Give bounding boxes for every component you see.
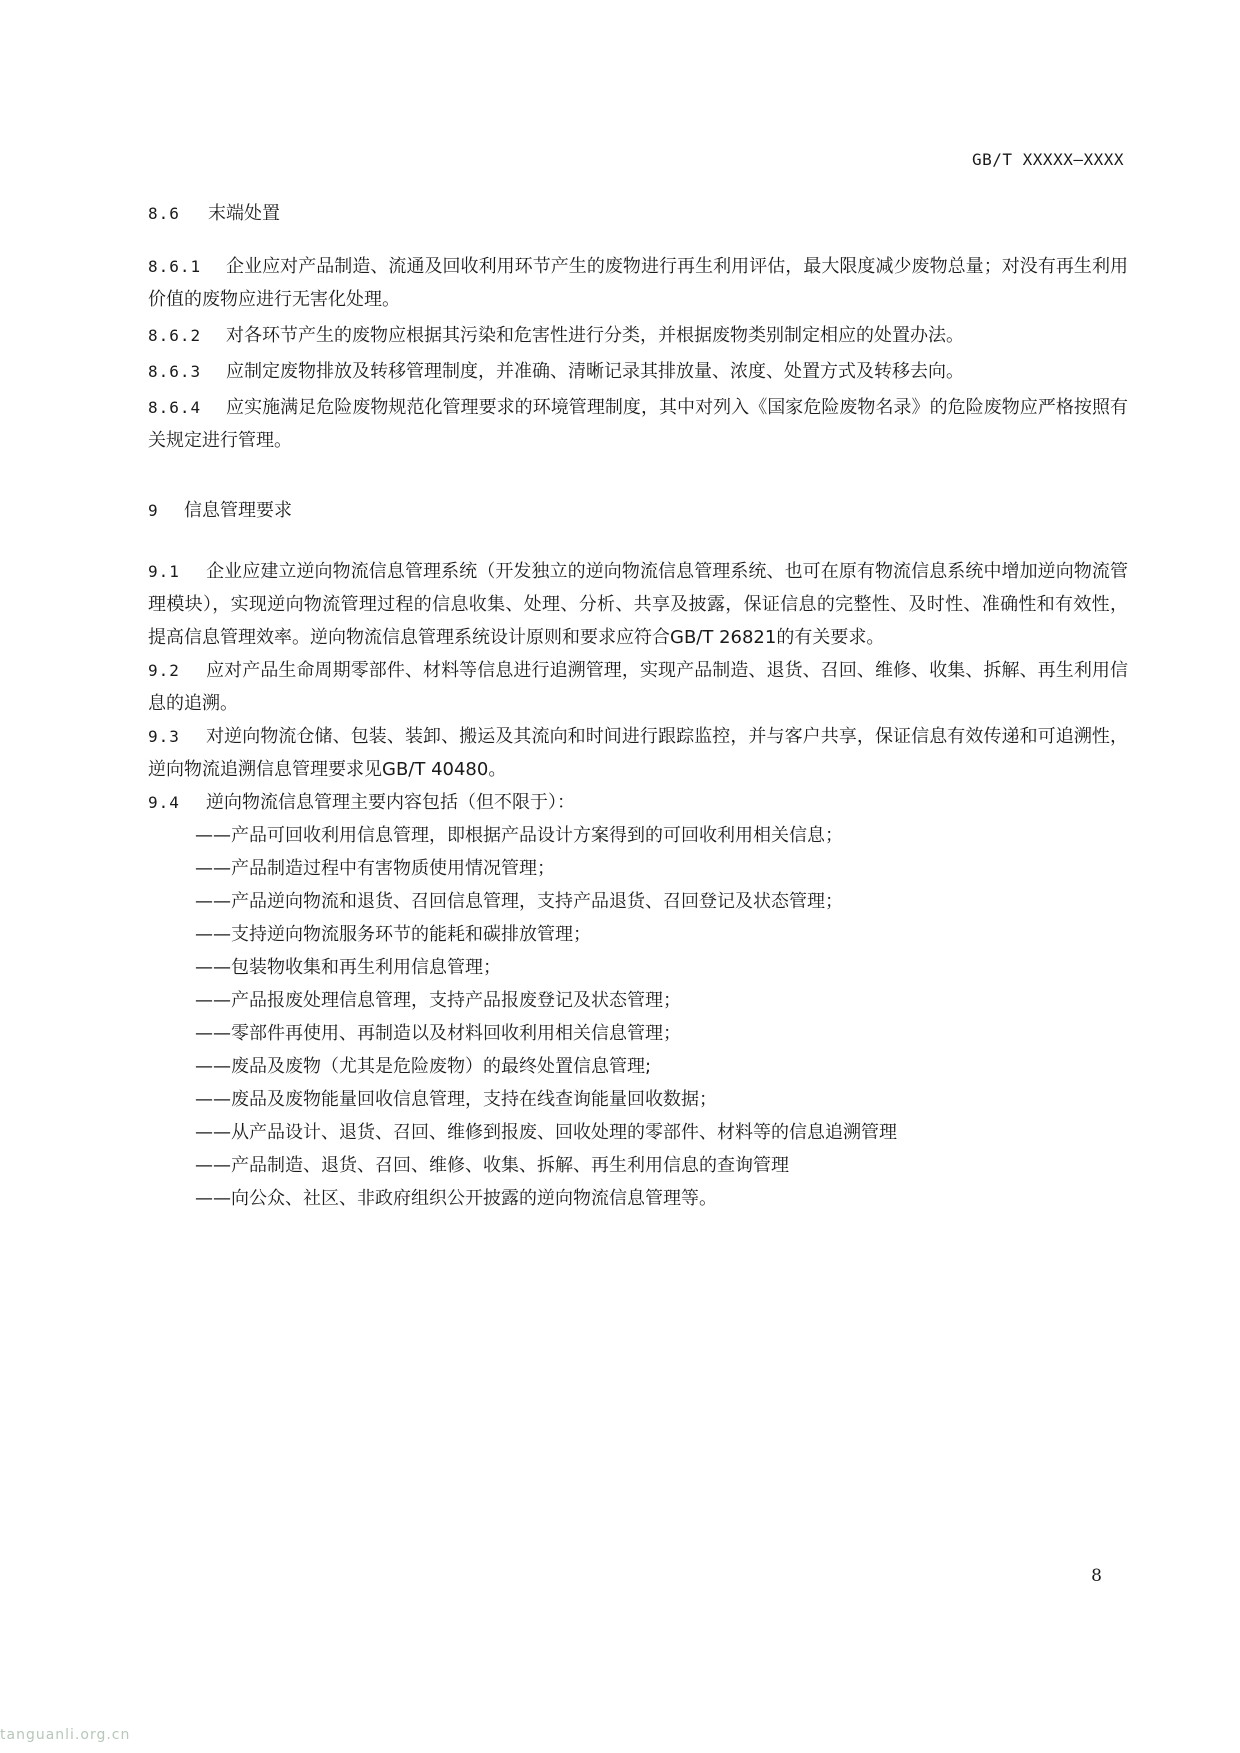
clause-number: 9.2 [148, 661, 180, 680]
clause-number: 8.6.1 [148, 257, 202, 276]
list-item: ——包装物收集和再生利用信息管理； [195, 957, 501, 978]
page-content [148, 200, 1128, 1215]
clause-9-3 [148, 720, 1128, 786]
standard-code: GB/T XXXXX—XXXX [972, 150, 1124, 169]
clause-text: 应制定废物排放及转移管理制度，并准确、清晰记录其排放量、浓度、处置方式及转移去向。 [226, 361, 964, 382]
list-item: ——废品及废物能量回收信息管理，支持在线查询能量回收数据； [195, 1089, 717, 1110]
clause-number: 8.6.4 [148, 398, 202, 417]
clause-number: 9.1 [148, 562, 180, 581]
section-heading-8-6 [148, 200, 1128, 228]
list-item: ——零部件再使用、再制造以及材料回收利用相关信息管理； [195, 1023, 681, 1044]
clause-number: 9.3 [148, 727, 180, 746]
clause-8-6-4 [148, 391, 1128, 457]
clause-text: 应对产品生命周期零部件、材料等信息进行追溯管理，实现产品制造、退货、召回、维修、收集、拆解、再生利用信息的追溯。 [148, 660, 1128, 714]
clause-number: 8.6.2 [148, 326, 202, 345]
section-heading-9 [148, 497, 1128, 525]
clause-9-4 [148, 786, 1128, 819]
list-item: ——产品制造过程中有害物质使用情况管理； [195, 858, 555, 879]
clause-text: 企业应对产品制造、流通及回收利用环节产生的废物进行再生利用评估，最大限度减少废物总量；对没有再生利用价值的废物应进行无害化处理。 [148, 256, 1128, 310]
clause-text: 企业应建立逆向物流信息管理系统（开发独立的逆向物流信息管理系统、也可在原有物流信息系统中增加逆向物流管理模块），实现逆向物流管理过程的信息收集、处理、分析、共享及披露，保证信息的完整性、及时性、准确性和有效性，提高信息管理效率。逆向物流信息管理系统设计原则和要求应符合GB/T 26821的有关要求。 [148, 561, 1128, 648]
page-number: 8 [1091, 1566, 1102, 1586]
clause-text: 对逆向物流仓储、包装、装卸、搬运及其流向和时间进行跟踪监控，并与客户共享，保证信息有效传递和可追溯性，逆向物流追溯信息管理要求见GB/T 40480。 [148, 726, 1128, 780]
section-title: 信息管理要求 [184, 500, 292, 521]
list-item: ——支持逆向物流服务环节的能耗和碳排放管理； [195, 924, 591, 945]
section-number: 9 [148, 501, 159, 520]
list-item: ——产品制造、退货、召回、维修、收集、拆解、再生利用信息的查询管理 [195, 1155, 789, 1176]
section-title: 末端处置 [208, 203, 280, 224]
list-item: ——从产品设计、退货、召回、维修到报废、回收处理的零部件、材料等的信息追溯管理 [195, 1122, 897, 1143]
list-item: ——向公众、社区、非政府组织公开披露的逆向物流信息管理等。 [195, 1188, 717, 1209]
watermark-text: tanguanli.org.cn [0, 1727, 131, 1743]
clause-8-6-3 [148, 355, 1128, 388]
clause-number: 8.6.3 [148, 362, 202, 381]
clause-text: 对各环节产生的废物应根据其污染和危害性进行分类，并根据废物类别制定相应的处置办法。 [226, 325, 964, 346]
list-item: ——废品及废物（尤其是危险废物）的最终处置信息管理; [195, 1056, 652, 1077]
list-item: ——产品可回收利用信息管理，即根据产品设计方案得到的可回收利用相关信息； [195, 825, 843, 846]
clause-8-6-2 [148, 319, 1128, 352]
section-number: 8.6 [148, 204, 180, 223]
clause-text: 应实施满足危险废物规范化管理要求的环境管理制度，其中对列入《国家危险废物名录》的危险废物应严格按照有关规定进行管理。 [148, 397, 1128, 451]
clause-9-2 [148, 654, 1128, 720]
list-item: ——产品逆向物流和退货、召回信息管理，支持产品退货、召回登记及状态管理； [195, 891, 843, 912]
clause-9-1 [148, 555, 1128, 654]
clause-8-6-1 [148, 250, 1128, 316]
clause-number: 9.4 [148, 793, 180, 812]
content-list [148, 819, 1128, 1215]
clause-text: 逆向物流信息管理主要内容包括（但不限于）： [206, 792, 575, 813]
list-item: ——产品报废处理信息管理，支持产品报废登记及状态管理； [195, 990, 681, 1011]
